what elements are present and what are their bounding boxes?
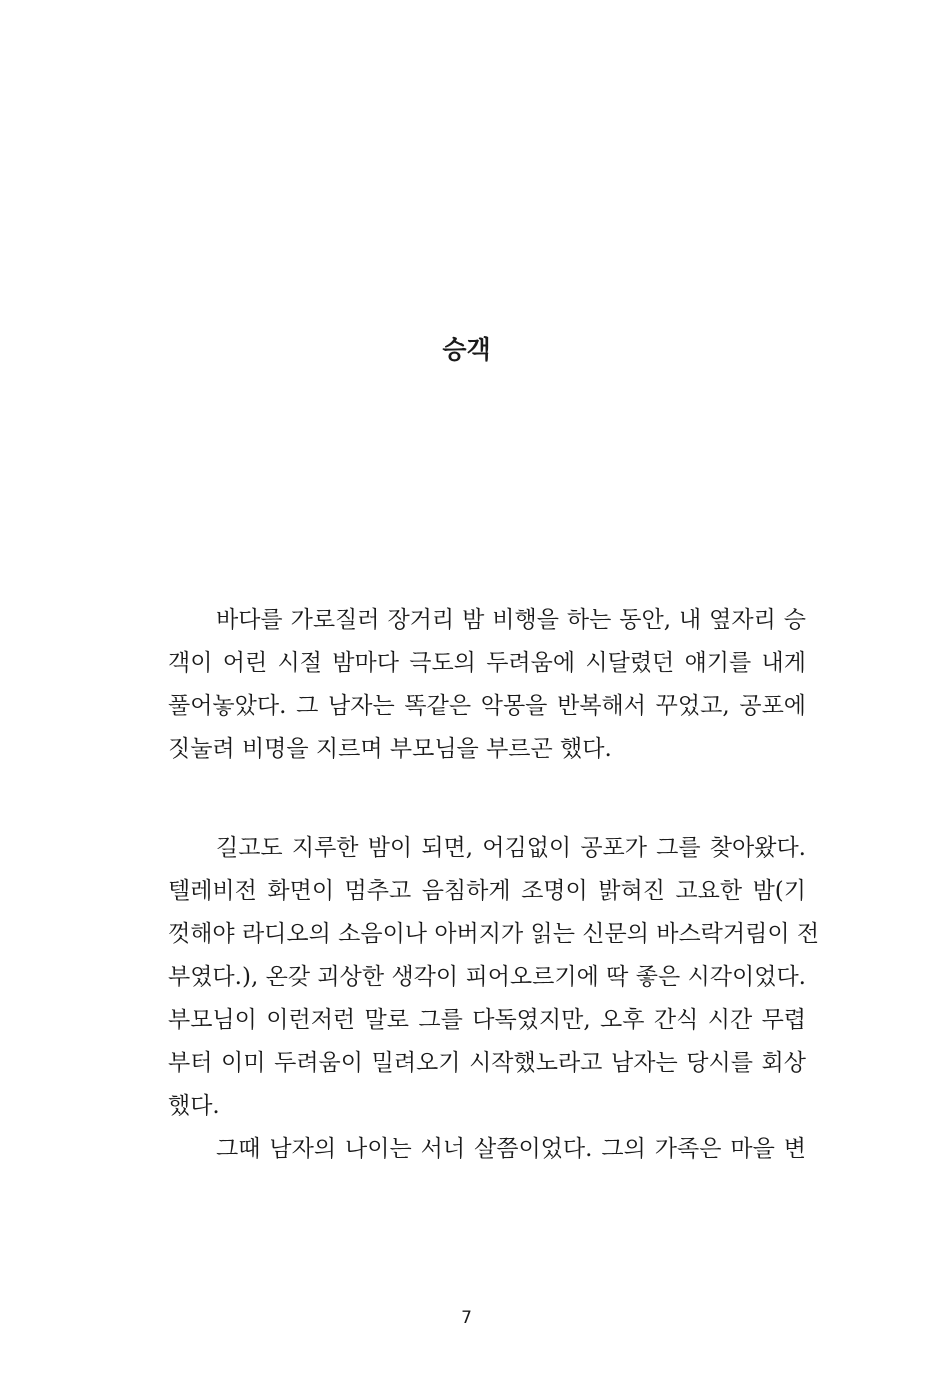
text-line: 부모님이 이런저런 말로 그를 다독였지만, 오후 간식 시간 무렵 (168, 1007, 806, 1033)
text-line: 부였다.), 온갖 괴상한 생각이 피어오르기에 딱 좋은 시각이었다. (168, 964, 806, 990)
text-line: 길고도 지루한 밤이 되면, 어김없이 공포가 그를 찾아왔다. (216, 835, 806, 861)
text-line: 부터 이미 두려움이 밀려오기 시작했노라고 남자는 당시를 회상 (168, 1050, 806, 1076)
text-line: 껏해야 라디오의 소음이나 아버지가 읽는 신문의 바스락거림이 전 (168, 921, 820, 947)
text-line: 바다를 가로질러 장거리 밤 비행을 하는 동안, 내 옆자리 승 (216, 607, 806, 633)
chapter-title: 승객 (442, 335, 491, 364)
text-line: 텔레비전 화면이 멈추고 음침하게 조명이 밝혀진 고요한 밤(기 (168, 878, 806, 904)
text-line: 짓눌려 비명을 지르며 부모님을 부르곤 했다. (168, 736, 612, 762)
text-line: 객이 어린 시절 밤마다 극도의 두려움에 시달렸던 얘기를 내게 (168, 650, 806, 676)
text-line: 풀어놓았다. 그 남자는 똑같은 악몽을 반복해서 꾸었고, 공포에 (168, 693, 806, 719)
text-line: 그때 남자의 나이는 서너 살쯤이었다. 그의 가족은 마을 변 (216, 1136, 806, 1162)
text-line: 했다. (168, 1093, 220, 1119)
page-number: 7 (461, 1308, 472, 1328)
